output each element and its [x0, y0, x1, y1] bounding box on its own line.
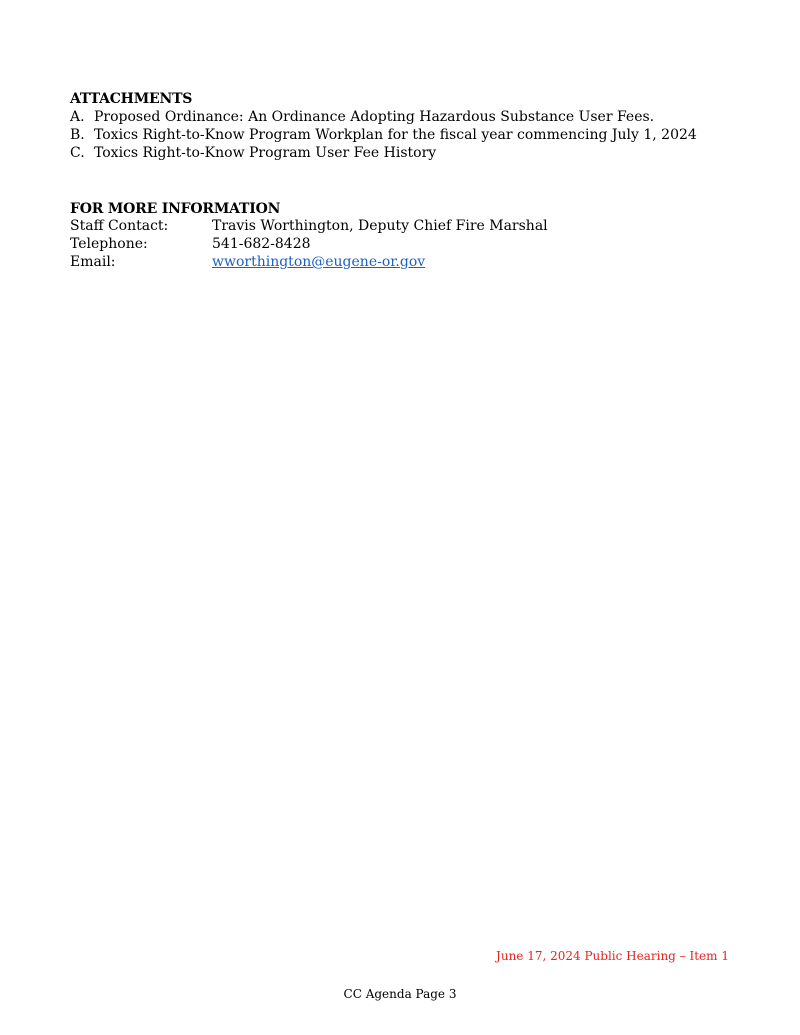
attachment-text: Toxics Right-to-Know Program User Fee History — [94, 145, 437, 161]
staff-contact-row — [70, 217, 548, 235]
hearing-footer: June 17, 2024 Public Hearing – Item 1 — [496, 949, 729, 963]
attachment-text: Toxics Right-to-Know Program Workplan for the fiscal year commencing July 1, 2024 — [94, 127, 697, 143]
more-info-section — [70, 201, 548, 271]
attachment-letter: B. — [70, 127, 85, 143]
attachment-letter: C. — [70, 145, 85, 161]
attachments-heading: ATTACHMENTS — [70, 91, 193, 107]
attachment-item — [70, 126, 697, 144]
page-number-footer: CC Agenda Page 3 — [343, 987, 457, 1001]
telephone-value: 541-682-8428 — [212, 236, 311, 252]
attachment-letter: A. — [70, 109, 85, 125]
email-label: Email: — [70, 254, 116, 270]
attachment-item — [70, 108, 697, 126]
staff-contact-value: Travis Worthington, Deputy Chief Fire Marshal — [212, 218, 548, 234]
attachment-item — [70, 144, 697, 162]
attachments-list — [70, 108, 697, 162]
attachments-section — [70, 91, 697, 162]
telephone-row — [70, 235, 548, 253]
telephone-label: Telephone: — [70, 236, 148, 252]
email-row — [70, 253, 548, 271]
attachment-text: Proposed Ordinance: An Ordinance Adopting Hazardous Substance User Fees. — [94, 109, 655, 125]
more-info-heading: FOR MORE INFORMATION — [70, 201, 281, 217]
email-link[interactable]: wworthington@eugene-or.gov — [212, 254, 426, 270]
staff-contact-label: Staff Contact: — [70, 218, 169, 234]
